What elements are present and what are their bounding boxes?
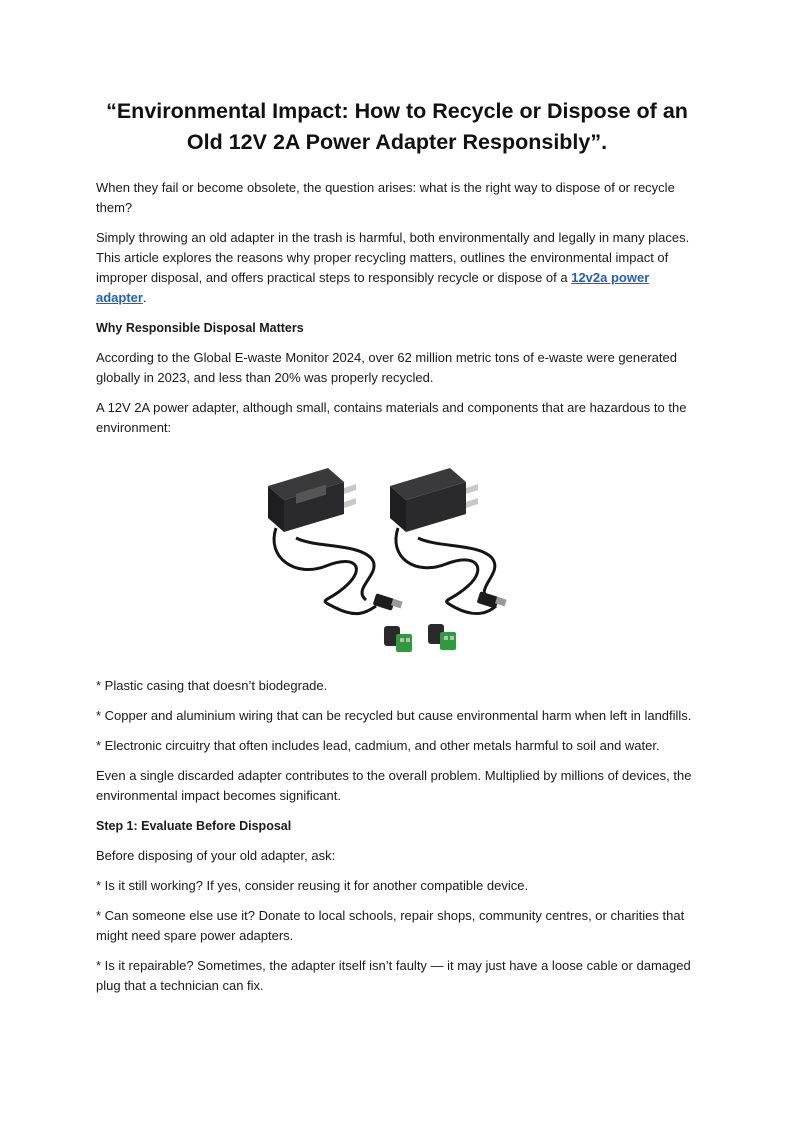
power-adapter-photo bbox=[256, 448, 526, 666]
intro-paragraph-2-text: Simply throwing an old adapter in the trash is harmful, both environmentally and legally in many places. This article explores the reasons why proper recycling matters, outlines the environmental impact of improper disposal, and offers practical steps to responsibly recycle or dispose of a bbox=[96, 230, 690, 285]
article-title: “Environmental Impact: How to Recycle or Dispose of an Old 12V 2A Power Adapter Responsibly”. bbox=[106, 99, 688, 154]
dc-connector-right-icon bbox=[428, 624, 456, 650]
document-page bbox=[96, 96, 698, 1006]
section-heading-step1: Step 1: Evaluate Before Disposal bbox=[96, 819, 292, 833]
intro-paragraph-2 bbox=[96, 228, 698, 308]
section1-paragraph-3: Even a single discarded adapter contributes to the overall problem. Multiplied by millions of devices, the environmental impact becomes significant. bbox=[96, 768, 692, 803]
bullet-item: * Is it repairable? Sometimes, the adapter itself isn’t faulty — it may just have a loose cable or damaged plug that a technician can fix. bbox=[96, 958, 691, 993]
bullet-item: * Electronic circuitry that often includes lead, cadmium, and other metals harmful to soil and water. bbox=[96, 738, 660, 753]
intro-paragraph-2-end: . bbox=[142, 290, 147, 305]
intro-paragraph-1: When they fail or become obsolete, the question arises: what is the right way to dispose of or recycle them? bbox=[96, 180, 675, 215]
right-adapter-icon bbox=[390, 468, 507, 614]
bullet-item: * Copper and aluminium wiring that can be recycled but cause environmental harm when left in landfills. bbox=[96, 708, 692, 723]
section1-paragraph-1: According to the Global E-waste Monitor 2024, over 62 million metric tons of e-waste were generated globally in 2023, and less than 20% was properly recycled. bbox=[96, 350, 677, 385]
power-adapter-link[interactable]: 12v2a power adapter bbox=[96, 270, 650, 305]
bullet-item: * Can someone else use it? Donate to local schools, repair shops, community centres, or charities that might need spare power adapters. bbox=[96, 908, 685, 943]
dc-connector-left-icon bbox=[384, 626, 412, 652]
adapter-figure bbox=[96, 448, 698, 666]
left-adapter-icon bbox=[268, 468, 403, 614]
bullet-item: * Plastic casing that doesn’t biodegrade. bbox=[96, 678, 328, 693]
bullet-item: * Is it still working? If yes, consider reusing it for another compatible device. bbox=[96, 878, 529, 893]
step1-intro: Before disposing of your old adapter, ask: bbox=[96, 848, 336, 863]
section-heading-why: Why Responsible Disposal Matters bbox=[96, 321, 304, 335]
section1-paragraph-2: A 12V 2A power adapter, although small, contains materials and components that are hazardous to the environment: bbox=[96, 400, 687, 435]
